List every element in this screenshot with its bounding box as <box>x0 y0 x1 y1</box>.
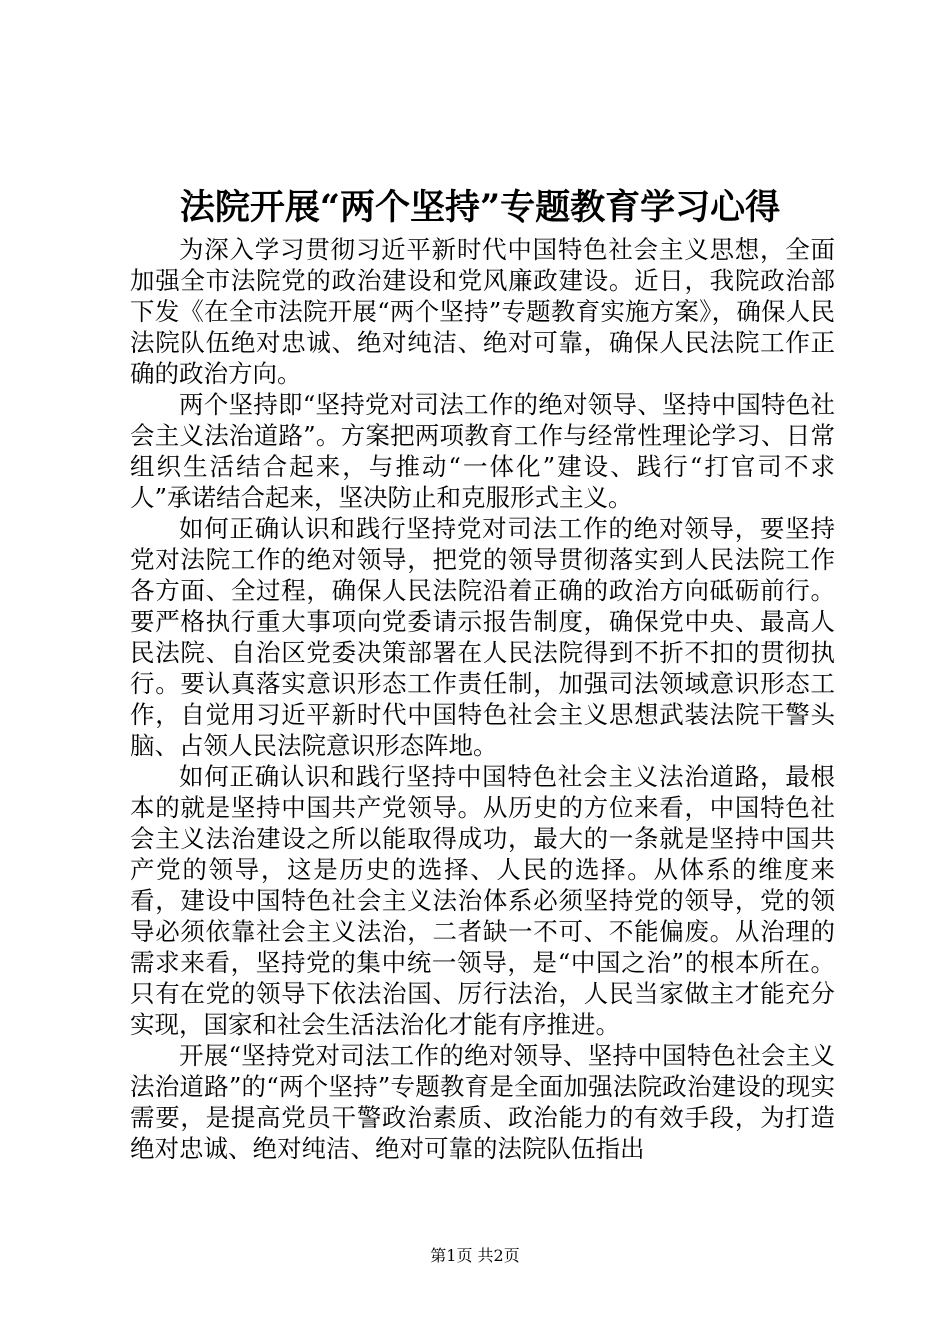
document-title: 法院开展“两个坚持”专题教育学习心得 <box>179 187 781 228</box>
paragraph-3: 如何正确认识和践行坚持党对司法工作的绝对领导，要坚持党对法院工作的绝对领导，把党的领导贯彻落实到人民法院工作各方面、全过程，确保人民法院沿着正确的政治方向砥砺前行。要严格执行重大事项向党委请示报告制度，确保党中央、最高人民法院、自治区党委决策部署在人民法院得到不折不扣的贯彻执行。要认真落实意识形态工作责任制，加强司法领域意识形态工作，自觉用习近平新时代中国特色社会主义思想武装法院干警头脑、占领人民法院意识形态阵地。 <box>130 514 835 760</box>
paragraph-4: 如何正确认识和践行坚持中国特色社会主义法治道路，最根本的就是坚持中国共产党领导。从历史的方位来看，中国特色社会主义法治建设之所以能取得成功，最大的一条就是坚持中国共产党的领导，这是历史的选择、人民的选择。从体系的维度来看，建设中国特色社会主义法治体系必须坚持党的领导，党的领导必须依靠社会主义法治，二者缺一不可、不能偏废。从治理的需求来看，坚持党的集中统一领导，是“中国之治”的根本所在。只有在党的领导下依法治国、厉行法治，人民当家做主才能充分实现，国家和社会生活法治化才能有序推进。 <box>130 762 835 1039</box>
paragraph-5: 开展“坚持党对司法工作的绝对领导、坚持中国特色社会主义法治道路”的“两个坚持”专题教育是全面加强法院政治建设的现实需要，是提高党员干警政治素质、政治能力的有效手段，为打造绝对忠诚、绝对纯洁、绝对可靠的法院队伍指出 <box>130 1041 835 1163</box>
paragraph-1: 为深入学习贯彻习近平新时代中国特色社会主义思想，全面加强全市法院党的政治建设和党风廉政建设。近日，我院政治部下发《在全市法院开展“两个坚持”专题教育实施方案》，确保人民法院队伍绝对忠诚、绝对纯洁、绝对可靠，确保人民法院工作正确的政治方向。 <box>130 235 835 388</box>
paragraph-2: 两个坚持即“坚持党对司法工作的绝对领导、坚持中国特色社会主义法治道路”。方案把两项教育工作与经常性理论学习、日常组织生活结合起来，与推动“一体化”建设、践行“打官司不求人”承诺结合起来，坚决防止和克服形式主义。 <box>130 390 835 512</box>
page-footer: 第1页 共2页 <box>430 1246 520 1265</box>
document-body <box>130 234 835 1164</box>
